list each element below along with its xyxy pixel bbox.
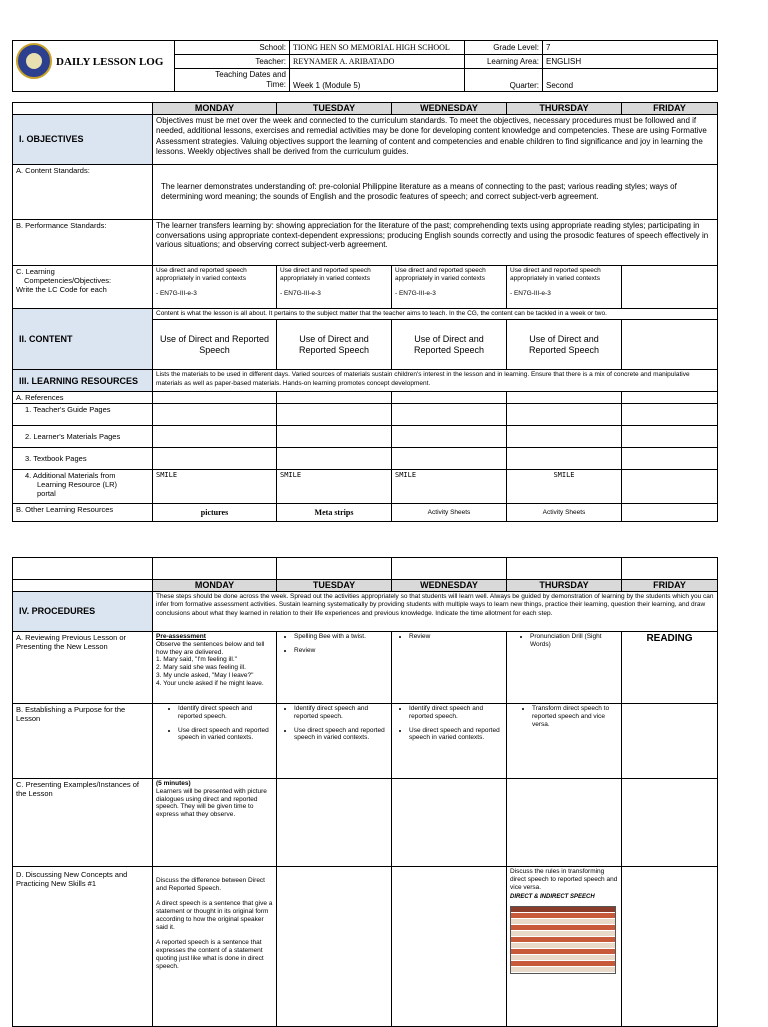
speech-chart-title: DIRECT & INDIRECT SPEECH bbox=[510, 894, 595, 901]
quarter-value: Second bbox=[543, 69, 718, 92]
school-label: School: bbox=[175, 41, 290, 55]
content-monday: Use of Direct and Reported Speech bbox=[153, 320, 277, 370]
procedure-d-thursday: Discuss the rules in transforming direct speech to reported speech and vice versa. DIRECT & INDIRECT SPEECH bbox=[507, 867, 622, 1027]
day-friday-2: FRIDAY bbox=[622, 580, 718, 592]
other-tuesday: Meta strips bbox=[277, 504, 392, 522]
other-monday: pictures bbox=[153, 504, 277, 522]
competency-thursday: Use direct and reported speech appropriately in varied contexts - EN7G-III-e-3 bbox=[507, 266, 622, 309]
tg-pages-label: 1. Teacher's Guide Pages bbox=[13, 404, 153, 426]
competency-monday: Use direct and reported speech appropriately in varied contexts - EN7G-III-e-3 bbox=[153, 266, 277, 309]
day-thursday: THURSDAY bbox=[507, 103, 622, 115]
smile-thursday: SMILE bbox=[507, 470, 622, 504]
procedure-a-wednesday: • Review bbox=[392, 632, 507, 704]
procedure-a-thursday: • Pronunciation Drill (Sight Words) bbox=[507, 632, 622, 704]
area-value: ENGLISH bbox=[543, 55, 718, 69]
resources-note: Lists the materials to be used in different days. Varied sources of materials sustain children's interest in the lesson and in learning. Ensure that there is a mix of concrete and manipulative materials as well as paper-based materials. Hands-on learning promotes concept development. bbox=[153, 370, 718, 392]
objectives-title: I. OBJECTIVES bbox=[13, 115, 153, 165]
day-wednesday-2: WEDNESDAY bbox=[392, 580, 507, 592]
content-title: II. CONTENT bbox=[13, 309, 153, 370]
procedure-b-thursday: • Transform direct speech to reported speech and vice versa. bbox=[507, 704, 622, 779]
day-monday-2: MONDAY bbox=[153, 580, 277, 592]
competencies-label: C. Learning Competencies/Objectives: Write the LC Code for each bbox=[13, 266, 153, 309]
day-friday: FRIDAY bbox=[622, 103, 718, 115]
lesson-table-1 bbox=[12, 102, 718, 522]
procedure-a-label: A. Reviewing Previous Lesson or Presenting the New Lesson bbox=[13, 632, 153, 704]
quarter-label: Quarter: bbox=[465, 69, 543, 92]
procedure-d-monday: Discuss the difference between Direct and Reported Speech. A direct speech is a sentence that give a statement or thought in its original form according to how the original speaker said it. A reported speech is a sentence that expresses the content of a statement quoting just like what is done in direct speech. bbox=[153, 867, 277, 1027]
day-monday: MONDAY bbox=[153, 103, 277, 115]
references-label: A. References bbox=[13, 392, 153, 404]
procedure-a-tuesday: • Spelling Bee with a twist. • Review bbox=[277, 632, 392, 704]
dates-value: Week 1 (Module 5) bbox=[290, 69, 465, 92]
day-wednesday: WEDNESDAY bbox=[392, 103, 507, 115]
procedure-b-wednesday: • Identify direct speech and reported speech. • Use direct speech and reported speech in varied contexts. bbox=[392, 704, 507, 779]
content-thursday: Use of Direct and Reported Speech bbox=[507, 320, 622, 370]
teacher-label: Teacher: bbox=[175, 55, 290, 69]
content-standards-text: The learner demonstrates understanding of: pre-colonial Philippine literature as a means of connecting to the past; various reading styles; ways of determining word meaning; the sounds of English and the prosodic features of speech; and correct subject-verb agreement. bbox=[153, 165, 718, 220]
performance-standards-label: B. Performance Standards: bbox=[13, 220, 153, 266]
other-resources-label: B. Other Learning Resources bbox=[13, 504, 153, 522]
area-label: Learning Area: bbox=[465, 55, 543, 69]
smile-monday: SMILE bbox=[153, 470, 277, 504]
lm-pages-label: 2. Learner's Materials Pages bbox=[13, 426, 153, 448]
grade-label: Grade Level: bbox=[465, 41, 543, 55]
lesson-table-2 bbox=[12, 557, 718, 1027]
competency-tuesday: Use direct and reported speech appropriately in varied contexts - EN7G-III-e-3 bbox=[277, 266, 392, 309]
speech-chart-image bbox=[510, 906, 616, 974]
procedures-title: IV. PROCEDURES bbox=[13, 592, 153, 632]
procedure-c-monday: (5 minutes) Learners will be presented with picture dialogues using direct and reported speech. They will be given time to express what they observe. bbox=[153, 779, 277, 867]
school-value: TIONG HEN SO MEMORIAL HIGH SCHOOL bbox=[290, 41, 465, 55]
procedure-b-tuesday: • Identify direct speech and reported speech. • Use direct speech and reported speech in varied contexts. bbox=[277, 704, 392, 779]
day-thursday-2: THURSDAY bbox=[507, 580, 622, 592]
content-wednesday: Use of Direct and Reported Speech bbox=[392, 320, 507, 370]
procedure-a-friday: READING bbox=[622, 632, 718, 704]
smile-tuesday: SMILE bbox=[277, 470, 392, 504]
procedure-b-monday: • Identify direct speech and reported speech. • Use direct speech and reported speech in varied contexts. bbox=[153, 704, 277, 779]
procedure-b-label: B. Establishing a Purpose for the Lesson bbox=[13, 704, 153, 779]
content-note: Content is what the lesson is all about. It pertains to the subject matter that the teacher aims to teach. In the CG, the content can be tackled in a week or two. bbox=[153, 309, 718, 320]
grade-value: 7 bbox=[543, 41, 718, 55]
procedures-note: These steps should be done across the week. Spread out the activities appropriately so that students will learn well. Always be guided by demonstration of learning by the students which you can infer from formative assessment activities. Sustain learning systematically by providing students with multiple ways to learn new things, practice their learning, question their learning, and draw conclusions about what they learned in relation to their life experiences and previous knowledge. Indicate the time allotment for each step. bbox=[153, 592, 718, 632]
objectives-note: Objectives must be met over the week and connected to the curriculum standards. To meet the objectives, necessary procedures must be followed and if needed, additional lessons, exercises and remedial activities may be done for developing content knowledge and competencies. These are using Formative Assessment strategies. Valuing objectives support the learning of content and competencies and enable children to find significance and joy in learning the lessons. Weekly objectives shall be derived from the curriculum guides. bbox=[153, 115, 718, 165]
textbook-pages-label: 3. Textbook Pages bbox=[13, 448, 153, 470]
dates-label: Teaching Dates and Time: bbox=[175, 69, 290, 92]
procedure-a-monday: Pre-assessment Observe the sentences below and tell how they are delivered. 1. Mary said, "I'm feeling ill." 2. Mary said she was feeling ill. 3. My uncle asked, "May I leave?" 4. Your uncle asked if he might leave. bbox=[153, 632, 277, 704]
smile-wednesday: SMILE bbox=[392, 470, 507, 504]
page-title: DAILY LESSON LOG bbox=[56, 56, 164, 68]
day-tuesday-2: TUESDAY bbox=[277, 580, 392, 592]
additional-materials-label: 4. Additional Materials from Learning Resource (LR) portal bbox=[13, 470, 153, 504]
other-wednesday: Activity Sheets bbox=[392, 504, 507, 522]
content-tuesday: Use of Direct and Reported Speech bbox=[277, 320, 392, 370]
competency-wednesday: Use direct and reported speech appropriately in varied contexts - EN7G-III-e-3 bbox=[392, 266, 507, 309]
other-thursday: Activity Sheets bbox=[507, 504, 622, 522]
teacher-value: REYNAMER A. ARIBATADO bbox=[290, 55, 465, 69]
procedure-d-label: D. Discussing New Concepts and Practicing New Skills #1 bbox=[13, 867, 153, 1027]
header-table bbox=[12, 40, 718, 92]
day-tuesday: TUESDAY bbox=[277, 103, 392, 115]
content-standards-label: A. Content Standards: bbox=[13, 165, 153, 220]
resources-title: III. LEARNING RESOURCES bbox=[13, 370, 153, 392]
procedure-c-label: C. Presenting Examples/Instances of the Lesson bbox=[13, 779, 153, 867]
performance-standards-text: The learner transfers learning by: showing appreciation for the literature of the past; comprehending texts using appropriate reading styles; participating in conversations using appropriate context-dependent expressions; producing English sounds correctly and using the prosodic features of speech effectively in various situations; and observing correct subject-verb agreement. bbox=[153, 220, 718, 266]
